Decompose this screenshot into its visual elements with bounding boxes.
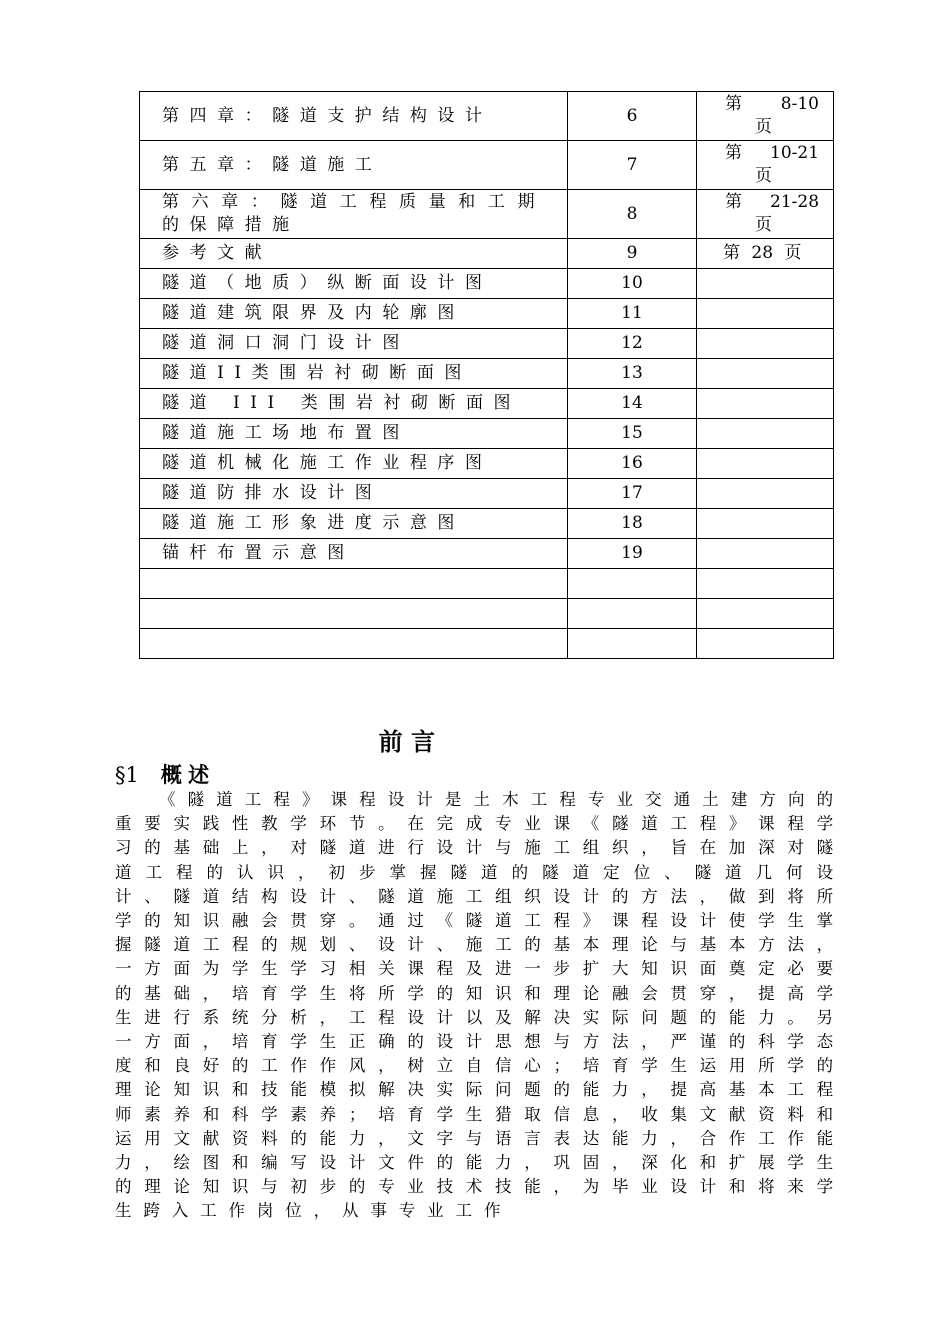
row-number: 15 [568,419,697,449]
empty-cell [140,629,568,659]
page-prefix: 第 [725,192,743,212]
row-page [697,419,834,449]
row-number: 17 [568,479,697,509]
row-title: 参考文献 [140,239,568,269]
row-page [697,269,834,299]
row-page [697,449,834,479]
row-page [697,539,834,569]
table-row [140,92,834,141]
row-number: 10 [568,269,697,299]
row-page [697,190,834,239]
page-prefix: 第 [725,143,743,163]
row-page [697,509,834,539]
page-suffix: 页 [755,117,772,137]
empty-cell [697,599,834,629]
preface-heading: 前言 [378,727,444,756]
empty-cell [568,629,697,659]
empty-row [140,629,834,659]
row-page [697,389,834,419]
empty-cell [697,569,834,599]
table-row [140,389,834,419]
section-number: §1 [115,763,139,787]
table-row [140,419,834,449]
row-page: 第 28 页 [697,239,834,269]
empty-cell [140,599,568,629]
row-title: 隧道II类围岩衬砌断面图 [140,359,568,389]
row-page [697,299,834,329]
empty-row [140,569,834,599]
overview-paragraph: 《隧道工程》课程设计是土木工程专业交通土建方向的重要实践性教学环节。在完成专业课《隧道工程》课程学习的基础上，对隧道进行设计与施工组织，旨在加深对隧道工程的认识，初步掌握隧道的隧道定位、隧道几何设计、隧道结构设计、隧道施工组织设计的方法，做到将所学的知识融会贯穿。通过《隧道工程》课程设计使学生掌握隧道工程的规划、设计、施工的基本理论与基本方法，一方面为学生学习相关课程及进一步扩大知识面奠定必要的基础，培育学生将所学的知识和理论融会贯穿，提高学生进行系统分析，工程设计以及解决实际问题的能力。另一方面，培育学生正确的设计思想与方法，严谨的科学态度和良好的工作作风，树立自信心；培育学生运用所学的理论知识和技能模拟解决实际问题的能力，提高基本工程师素养和科学素养；培育学生猎取信息，收集文献资料和运用文献资料的能力，文字与语言表达能力，合作工作能力，绘图和编写设计文件的能力，巩固，深化和扩展学生的理论知识与初步的专业技术技能，为毕业设计和将来学生跨入工作岗位，从事专业工作 [115,790,845,1221]
row-title: 隧道建筑限界及内轮廓图 [140,299,568,329]
row-number: 18 [568,509,697,539]
empty-cell [697,629,834,659]
row-page [697,141,834,190]
table-row [140,299,834,329]
row-title: 隧道施工形象进度示意图 [140,509,568,539]
row-number: 8 [568,190,697,239]
row-title: 隧道 III 类围岩衬砌断面图 [140,389,568,419]
table-row [140,329,834,359]
row-number: 11 [568,299,697,329]
row-title: 隧道机械化施工作业程序图 [140,449,568,479]
row-title: 第五章：隧道施工 [140,141,568,190]
row-title: 第四章：隧道支护结构设计 [140,92,568,141]
page-suffix: 页 [755,166,772,186]
row-page [697,92,834,141]
row-title: 隧道施工场地布置图 [140,419,568,449]
row-title: 隧道防排水设计图 [140,479,568,509]
row-number: 12 [568,329,697,359]
table-row [140,359,834,389]
table-row [140,239,834,269]
empty-cell [568,569,697,599]
empty-cell [140,569,568,599]
row-number: 9 [568,239,697,269]
empty-cell [568,599,697,629]
row-number: 7 [568,141,697,190]
row-page [697,329,834,359]
row-page [697,359,834,389]
row-page [697,479,834,509]
page-range: 21-28 [770,192,820,212]
page-range: 10-21 [770,143,820,163]
row-title: 隧道洞口洞门设计图 [140,329,568,359]
page-suffix: 页 [755,215,772,235]
section-heading [115,759,215,789]
contents-table [139,91,834,659]
table-row [140,269,834,299]
table-row [140,141,834,190]
table-row [140,539,834,569]
row-title: 锚杆布置示意图 [140,539,568,569]
page-range: 8-10 [780,94,819,114]
row-title: 第六章：隧道工程质量和工期的保障措施 [140,190,568,239]
row-number: 19 [568,539,697,569]
table-row [140,190,834,239]
section-title: 概述 [160,762,216,787]
table-row [140,449,834,479]
empty-row [140,599,834,629]
row-number: 6 [568,92,697,141]
row-number: 16 [568,449,697,479]
row-number: 14 [568,389,697,419]
table-row [140,479,834,509]
table-row [140,509,834,539]
row-number: 13 [568,359,697,389]
page-prefix: 第 [725,94,744,114]
row-title: 隧道（地质）纵断面设计图 [140,269,568,299]
